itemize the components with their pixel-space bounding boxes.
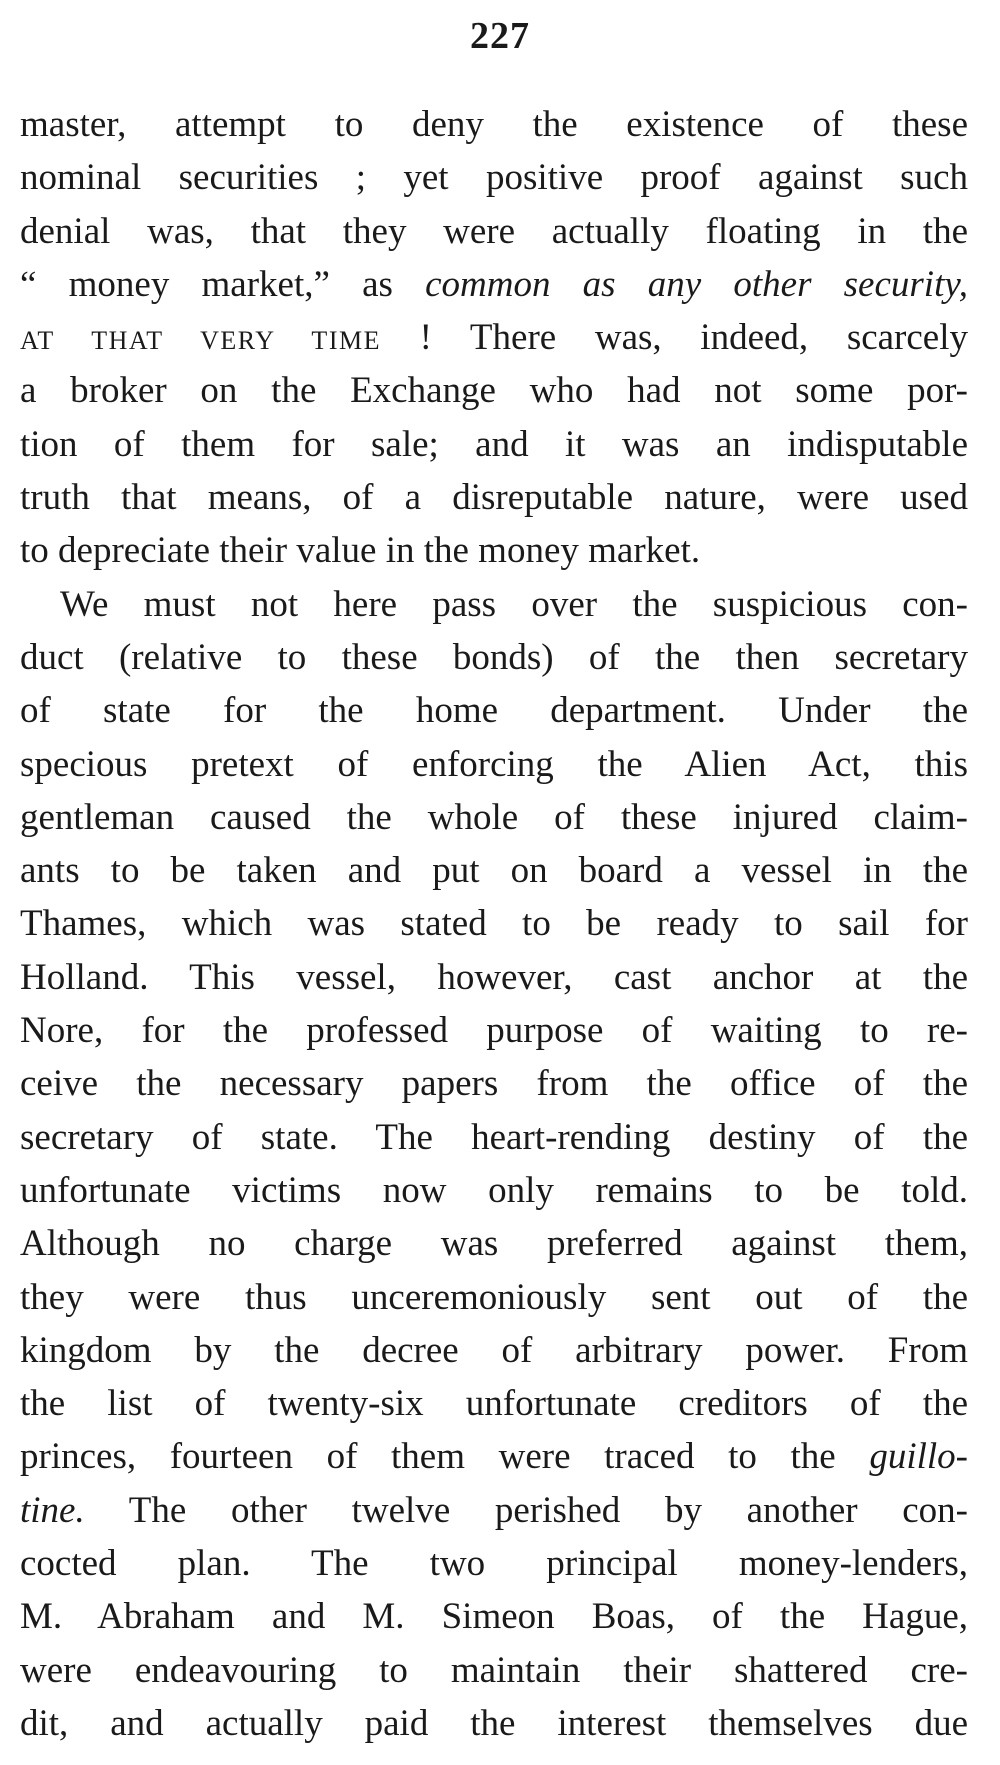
text-line: Thames, which was stated to be ready to sail for <box>20 903 968 945</box>
text-line: gentleman caused the whole of these injured claim- <box>20 796 968 838</box>
text-line <box>20 258 968 311</box>
text-line: dit, and actually paid the interest themselves due <box>20 1702 968 1744</box>
text-line: unfortunate victims now only remains to be told. <box>20 1169 968 1211</box>
text-line: nominal securities ; yet positive proof against such <box>20 157 968 199</box>
text-run: “ money market,” as <box>20 263 426 305</box>
italic-run: tine. <box>20 1489 85 1531</box>
smallcaps-run: AT THAT VERY TIME <box>20 326 381 356</box>
text-line: secretary of state. The heart-rending destiny of the <box>20 1116 968 1158</box>
italic-run: common as any other security, <box>425 263 968 305</box>
text-line: ants to be taken and put on board a vessel in the <box>20 850 968 892</box>
text-line: Nore, for the professed purpose of waiting to re- <box>20 1010 968 1052</box>
text-line <box>20 1484 968 1537</box>
paragraph-first-line: We must not here pass over the suspicious con- <box>60 583 968 625</box>
text-line: were endeavouring to maintain their shattered cre- <box>20 1649 968 1691</box>
text-line: cocted plan. The two principal money-lenders, <box>20 1543 968 1585</box>
text-line: denial was, that they were actually floating in the <box>20 210 968 252</box>
text-run: princes, fourteen of them were traced to the <box>20 1436 870 1478</box>
text-line: a broker on the Exchange who had not some por- <box>20 370 968 412</box>
text-line: duct (relative to these bonds) of the then secretary <box>20 636 968 678</box>
text-line: M. Abraham and M. Simeon Boas, of the Hague, <box>20 1596 968 1638</box>
text-line: Holland. This vessel, however, cast anchor at the <box>20 956 968 998</box>
text-line: to depreciate their value in the money market. <box>20 530 701 572</box>
text-line: they were thus unceremoniously sent out of the <box>20 1276 968 1318</box>
text-line: specious pretext of enforcing the Alien Act, this <box>20 743 968 785</box>
text-line: of state for the home department. Under the <box>20 690 968 732</box>
italic-run: guillo- <box>869 1436 968 1478</box>
text-line: Although no charge was preferred against them, <box>20 1223 968 1265</box>
text-line: truth that means, of a disreputable nature, were used <box>20 477 968 519</box>
text-line: kingdom by the decree of arbitrary power. From <box>20 1329 968 1371</box>
text-run: The other twelve perished by another con- <box>84 1489 968 1531</box>
text-run: ! There was, indeed, scarcely <box>380 317 968 359</box>
body-text <box>20 98 968 1750</box>
text-line: master, attempt to deny the existence of these <box>20 104 968 145</box>
text-line: the list of twenty-six unfortunate creditors of the <box>20 1383 968 1425</box>
page-number: 227 <box>470 15 530 57</box>
text-line: ceive the necessary papers from the office of the <box>20 1063 968 1105</box>
text-line <box>20 311 968 364</box>
text-line: tion of them for sale; and it was an indisputable <box>20 423 968 465</box>
text-line <box>20 1430 968 1483</box>
